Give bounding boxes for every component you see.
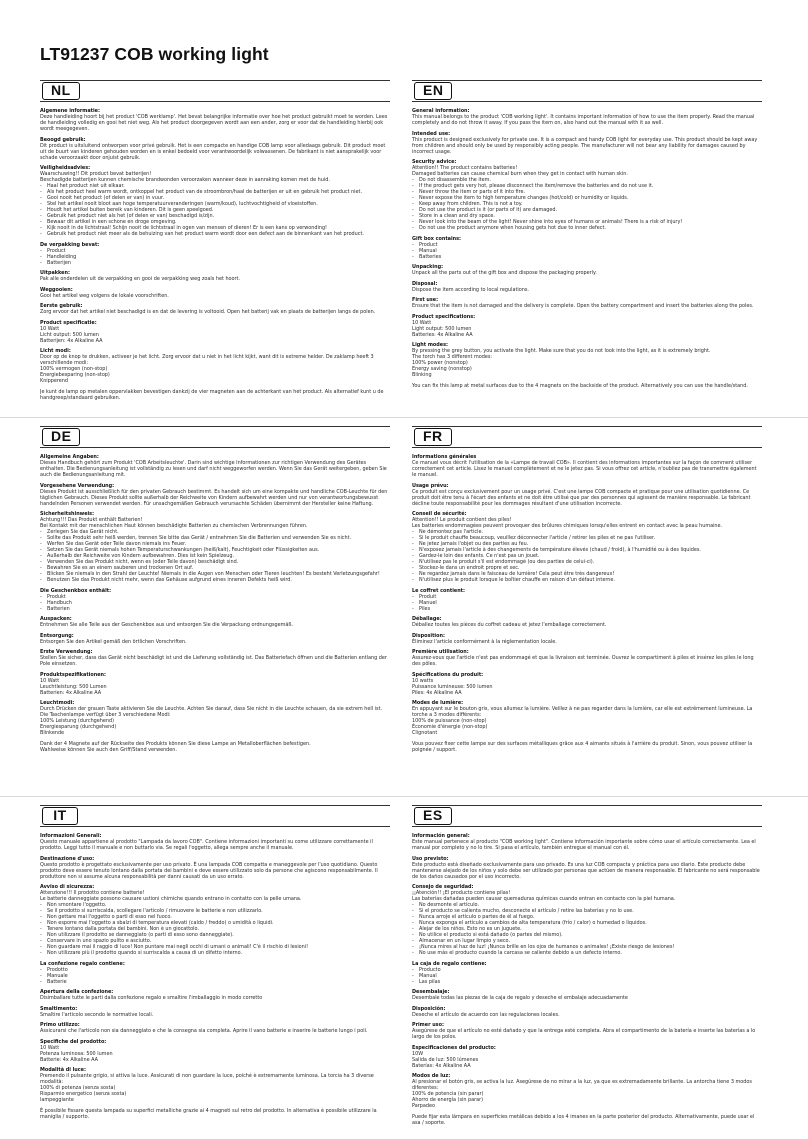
list-item: - Prodotto (40, 967, 390, 973)
block-heading: Smaltimento: (40, 1005, 78, 1012)
text-block (40, 270, 390, 282)
list-item: - Batterijen (40, 260, 390, 266)
list-item: - Never look into the beam of the light! Never shine into eyes of humans or animals! There is a risk of injury! (412, 219, 762, 225)
list-item: - Batterie (40, 979, 390, 985)
block-heading: Unpacking: (412, 264, 444, 270)
list-item: - Kijk nooit in de lichtstraal! Schijn nooit de lichtstraal in ogen van mensen of dieren! Er is een kans op verwonding! (40, 225, 390, 231)
text-block (412, 1045, 762, 1069)
section-fr (412, 426, 762, 781)
text-block (412, 1006, 762, 1018)
text-block (412, 131, 762, 155)
text-block (40, 108, 390, 132)
section-nl (40, 80, 390, 435)
list-item: - Blicken Sie niemals in den Strahl der Leuchte! Niemals in die Augen von Menschen oder Tieren leuchten! Es besteht Verletzungsgefahr! (40, 571, 390, 577)
list-item: - No utilice el producto si está dañado (o partes del mismo). (412, 932, 762, 938)
block-paragraph: Ensure that the item is not damaged and the delivery is complete. Open the battery compartment and insert the batteries along the poles. (412, 303, 754, 309)
list-item: - Product (40, 248, 390, 254)
block-paragraph: 10 Watt Light output: 500 lumen Batteries: 4x Alkaline AA (412, 319, 473, 338)
block-paragraph: ¡¡Atención!! ¡El producto contiene pilas! (412, 890, 511, 896)
block-paragraph: Attenzione!!! Il prodotto contiene batterie! (40, 890, 145, 896)
block-paragraph: Premendo il pulsante grigio, si attiva la luce. Assicurati di non guardare la luce, poiché è estremamente luminosa. La torcia ha 3 diverse modalità: 100% di potenza (senza sosta) Risparmio energetico (senza sosta) lampeggiante (40, 1073, 374, 1103)
block-heading: Produktspezifikationen: (40, 671, 106, 678)
list-item: - Bewaar dit artikel in een schone en droge omgeving. (40, 219, 390, 225)
list-item: - Non utilizzare più il prodotto quando si surriscalda a causa di un difetto interno. (40, 950, 390, 956)
block-heading: Modes de lumière: (412, 700, 464, 706)
language-header (40, 80, 390, 102)
language-header (412, 426, 762, 448)
text-block (412, 649, 762, 667)
list-item: - Ne regardez jamais dans le faisceau de lumière! Cela peut être très dangereux! (412, 571, 762, 577)
list-item: - No desmonte el artículo. (412, 902, 762, 908)
block-paragraph: Bei Kontakt mit der menschlichen Haut können beschädigte Batterien zu chemischen Verbrennungen führen. (40, 523, 308, 529)
block-heading: Déballage: (412, 616, 442, 622)
section-de (40, 426, 390, 781)
block-heading: Disposición: (412, 1005, 446, 1012)
block-paragraph: Achtung!!! Das Produkt enthält Batterien! (40, 517, 143, 523)
text-block (412, 264, 762, 276)
block-paragraph: Unpack all the parts out of the gift box and dispose the packaging properly. (412, 270, 597, 276)
block-heading: Première utilisation: (412, 649, 469, 655)
document-title: LT91237 COB working light (40, 44, 269, 64)
list-item: - Zerlegen Sie das Gerät nicht. (40, 529, 390, 535)
list-item: - ¡Nunca mires al haz de luz! ¡Nunca brille en los ojos de humanos o animales! ¡Existe riesgo de lesiones! (412, 944, 762, 950)
block-heading: General information: (412, 108, 470, 114)
list-item: - Produkt (40, 594, 390, 600)
list-item: - Stel het artikel nooit bloot aan hoge temperatuurveranderingen (warm/koud), luchtvochtigheid of vloeistoffen. (40, 201, 390, 207)
list-item: - Ne démontez pas l'article. (412, 529, 762, 535)
text-block (40, 616, 390, 628)
text-block (40, 1067, 390, 1103)
language-badge: DE (42, 428, 80, 446)
list-item: - Manual (412, 248, 762, 254)
list-item: - Houdt het artikel buiten bereik van kinderen. Dit is geen speelgoed. (40, 207, 390, 213)
block-paragraph: Zorg ervoor dat het artikel niet beschadigd is en dat de levering is voltooid. Open het batterij vak en plaats de batterijen langs de polen. (40, 309, 376, 315)
block-heading: Leuchtmodi: (40, 700, 75, 706)
block-heading: La confezione regalo contiene: (40, 960, 125, 967)
list-item: - Stockez-le dans un endroit propre et sec. (412, 565, 762, 571)
block-paragraph: Damaged batteries can cause chemical burn when they get in contact with human skin. (412, 171, 628, 177)
text-block (412, 961, 762, 985)
list-item: - Alejar de los niños. Esto no es un juguete. (412, 926, 762, 932)
block-paragraph: Al presionar el botón gris, se activa la luz. Asegúrese de no mirar a la luz, ya que es extremadamente brillante. La antorcha tiene 3 modos diferentes: 100% de potencia (sin parar) Ahorro de energía (sin parar) Parpadeo (412, 1079, 752, 1109)
text-block (412, 483, 762, 507)
block-heading: Weggooien: (40, 286, 73, 293)
block-paragraph: Este manual pertenece al producto "COB working light". Contiene información importante sobre cómo usar el artículo correctamente. Lea el manual por completo y no lo tire. Si pasa el artículo, también entregue el manual con él. (412, 839, 756, 851)
block-heading: De verpakking bevat: (40, 241, 100, 248)
block-paragraph: Les batteries endommagées peuvent provoquer des brûlures chimiques lorsqu'elles entrent en contact avec la peau humaine. (412, 523, 723, 529)
text-block (412, 741, 762, 753)
text-block (412, 856, 762, 880)
block-paragraph: Dispose the item according to local regulations. (412, 286, 529, 293)
block-paragraph: Questo manuale appartiene al prodotto "Lampada da lavoro COB". Contiene informazioni importanti su come utilizzare correttamente il prodotto. Leggi tutto il manuale e non buttarlo via. Se regali l'oggetto, allega sempre anche il manuale. (40, 839, 373, 851)
block-paragraph: Smaltire l'articolo secondo le normative locali. (40, 1011, 154, 1018)
block-heading: Información general: (412, 833, 470, 839)
list-item: - Piles (412, 606, 762, 612)
block-paragraph: Assicurarsi che l'articolo non sia danneggiato e che la consegna sia completa. Aprire il vano batterie e inserire le batterie lungo i poli. (40, 1028, 368, 1034)
text-block (40, 672, 390, 696)
text-block (412, 511, 762, 583)
block-paragraph: 10W Salida de luz: 500 lúmenes Baterías: 4x Alkaline AA (412, 1050, 479, 1069)
block-paragraph: Attention!! The product contains batteries! (412, 165, 518, 171)
language-header (412, 805, 762, 827)
block-heading: Specifiche del prodotto: (40, 1038, 107, 1045)
text-block (40, 961, 390, 985)
text-block (40, 741, 390, 753)
block-paragraph: È possibile fissare questa lampada su superfici metalliche grazie ai 4 magneti sul retro del prodotto. In alternativa è possibile utilizzare la maniglia / supporto. (40, 1107, 377, 1120)
block-paragraph: Je kunt de lamp op metalen oppervlakken bevestigen dankzij de vier magneten aan de achterkant van het product. Als alternatief kunt u de handgreep/standaard gebruiken. (40, 388, 384, 401)
text-block (40, 856, 390, 880)
block-heading: Especificaciones del producto: (412, 1044, 496, 1051)
list-item: - Bewahren Sie es an einem sauberen und trockenen Ort auf. (40, 565, 390, 571)
block-paragraph: You can fix this lamp at metal surfaces due to the 4 magnets on the backside of the product. Alternatively you can use the handle/stand. (412, 382, 748, 389)
block-paragraph: Ce manuel vous décrit l'utilisation de la «Lampe de travail COB». Il contient des informations importantes sur la façon de comment utiliser correctement cet article. Lisez le manuel complètement et ne le jetez pas. Si vous offrez cet article, n'oubliez pas de transmettre également le manuel. (412, 460, 757, 478)
list-item: - Product (412, 242, 762, 248)
text-block (40, 454, 390, 478)
block-paragraph: 10 Watt Licht output: 500 lumen Batterijen: 4x Alkaline AA (40, 325, 103, 344)
text-block (40, 303, 390, 315)
block-paragraph: Deze handleiding hoort bij het product 'COB werklamp'. Het bevat belangrijke informatie over hoe het product gebruikt moet te worden. Lees de handleiding volledig en gooi het niet weg. Als het product doorgegeven wordt aan een ander, zorg er voor dat de handleiding hierbij ook wordt meegegeven. (40, 114, 388, 132)
language-badge: IT (42, 807, 78, 825)
language-badge: FR (414, 428, 452, 446)
list-item: - Produit (412, 594, 762, 600)
list-item: - Gooi nooit het product (of delen er van) in vuur. (40, 195, 390, 201)
block-heading: Vorgesehene Verwendung: (40, 482, 115, 489)
text-block (412, 1114, 762, 1126)
block-paragraph: Dieses Produkt ist ausschließlich für den privaten Gebrauch bestimmt. Es handelt sich um eine kompakte und handliche COB-Leuchte für den täglichen Gebrauch. Dieses Produkt sollte außerhalb der Reichweite von Kindern aufbewahrt werden und nur von verantwortungsbewusst handelnden Personen verwendet werden. Für unsachgemäßen Gebrauch verursachte Schäden übernimmt der Hersteller keine Haftung. (40, 488, 388, 507)
list-item: - Producto (412, 967, 762, 973)
list-item: - Do not use the product is it (or parts of it) are damaged. (412, 207, 762, 213)
block-paragraph: Desembale todas las piezas de la caja de regalo y deseche el embalaje adecuadamente (412, 995, 628, 1001)
block-heading: Licht modi: (40, 348, 71, 354)
list-item: - Gebruik het product niet meer als de behuizing van het product warm wordt door een defect aan de binnenkant van het product. (40, 231, 390, 237)
row-separator (0, 796, 808, 797)
list-item: - Manuale (40, 973, 390, 979)
block-paragraph: Las baterías dañadas pueden causar quemaduras químicas cuando entran en contacto con la piel humana. (412, 896, 676, 902)
text-block (40, 633, 390, 645)
block-heading: Security advice: (412, 159, 457, 165)
language-badge: ES (414, 807, 452, 825)
list-item: - No use más el producto cuando la carcasa se caliente debido a un defecto interno. (412, 950, 762, 956)
block-paragraph: Dieses Handbuch gehört zum Produkt 'COB Arbeitsleuchte'. Darin sind wichtige Informationen zur richtigen Verwendung des Gerätes enthalten. Die Bedienungsanleitung ist vollständig zu lesen und darf nicht weggeworfen werden. Wenn Sie das Gerät weitergeben, geben Sie auch die Bedienungsanleitung mit. (40, 460, 387, 478)
block-heading: Uitpakken: (40, 270, 70, 276)
language-header (40, 426, 390, 448)
list-item: - Handleiding (40, 254, 390, 260)
block-heading: Algemene informatie: (40, 108, 100, 114)
section-it (40, 805, 390, 1139)
block-paragraph: Este producto está diseñado exclusivamente para uso privado. Es una luz COB compacta y práctica para uso diario. Este producto debe mantenerse alejado de los niños y solo debe ser utilizado por personas que actúen de manera responsable. El fabricante no será responsable de los daños causados por el uso incorrecto. (412, 861, 760, 880)
list-item: - Non esporre mai l'oggetto a sbalzi di temperatura elevati (caldo / freddo) o umidità o liquidi. (40, 920, 390, 926)
block-paragraph: Entnehmen Sie alle Teile aus der Geschenkbox aus und entsorgen Sie die Verpackung ordnungsgemäß. (40, 622, 294, 628)
block-paragraph: 10 watts Puissance lumineuse: 500 lumen Piles: 4x Alkaline AA (412, 677, 493, 696)
block-heading: Informazioni Generali: (40, 833, 102, 839)
block-paragraph: Dit product is uitsluitend ontworpen voor privé gebruik. Het is een compacte en handige COB lamp voor alledaags gebruik. Dit product moet uit de buurt van kinderen gehouden worden en is enkel bedoeld voor verantwoordelijk volwassenen. De fabrikant is niet aansprakelijk voor schade veroorzaakt door onjuist gebruik. (40, 142, 386, 161)
text-block (412, 833, 762, 851)
text-block (40, 1006, 390, 1018)
text-block (40, 700, 390, 736)
block-paragraph: Door op de knop te drukken, activeer je het licht. Zorg ervoor dat u niet in het licht kijkt, want dit is extreme helder. De zaklamp heeft 3 verschillende modi: 100% vermogen (non-stop) Energiebesparing (non-stop) Knipperend (40, 354, 374, 384)
block-heading: First use: (412, 297, 439, 303)
text-block (412, 342, 762, 378)
text-block (412, 159, 762, 231)
block-heading: Uso previsto: (412, 855, 449, 862)
block-heading: Eerste gebruik: (40, 303, 83, 309)
text-block (412, 1073, 762, 1109)
section-en (412, 80, 762, 435)
block-paragraph: 10 Watt Leuchtleistung: 500 Lumen Batterien: 4x Alkaline AA (40, 677, 107, 696)
text-block (40, 989, 390, 1001)
block-heading: Spécifications du produit: (412, 671, 484, 678)
text-block (412, 700, 762, 736)
text-block (412, 633, 762, 645)
list-item: - Las pilas (412, 979, 762, 985)
block-paragraph: Assurez-vous que l'article n'est pas endommagé et que la livraison est terminée. Ouvrez le compartiment à piles et insérez les piles le long des pôles. (412, 655, 754, 667)
text-block (412, 1022, 762, 1040)
text-block (412, 236, 762, 260)
block-paragraph: En appuyant sur le bouton gris, vous allumez la lumière. Veillez à ne pas regarder dans la lumière, car elle est extrêmement lumineuse. La torche a 3 modes différents: 100% de puissance (non-stop) Économie d'énergie (non-stop) Clignotant (412, 706, 753, 736)
block-paragraph: Stellen Sie sicher, dass das Gerät nicht beschädigt ist und die Lieferung vollständig ist. Das Batteriefach öffnen und die Batterien entlang der Pole einsetzen. (40, 655, 387, 667)
text-block (412, 281, 762, 293)
text-block (40, 137, 390, 161)
list-item: - Haal het product niet uit elkaar. (40, 183, 390, 189)
text-block (40, 1022, 390, 1034)
block-heading: Die Geschenkbox enthält: (40, 587, 112, 594)
text-block (40, 511, 390, 583)
block-paragraph: Puede fijar esta lámpara en superficies metálicas debido a los 4 imanes en la parte posterior del producto. Alternativamente, puede usar el asa / soporte. (412, 1113, 755, 1126)
list-item: - Sollte das Produkt sehr heiß werden, trennen Sie bitte das Gerät / entnehmen Sie die Batterien und verwenden Sie es nicht. (40, 535, 390, 541)
section-es (412, 805, 762, 1139)
list-item: - Si le produit chauffe beaucoup, veuillez déconnecter l'article / retirer les piles et ne pas l'utiliser. (412, 535, 762, 541)
block-heading: Erste Verwendung: (40, 649, 93, 655)
text-block (40, 287, 390, 299)
block-heading: Veiligheidsadvies: (40, 165, 91, 171)
text-block (40, 320, 390, 344)
list-item: - Manual (412, 973, 762, 979)
block-paragraph: Asegúrese de que el artículo no esté dañado y que la entrega esté completa. Abra el compartimento de la batería e inserte las baterías a lo largo de los polos. (412, 1028, 756, 1040)
text-block (412, 884, 762, 956)
block-heading: Primo utilizzo: (40, 1022, 80, 1028)
block-heading: Modos de luz: (412, 1073, 451, 1079)
block-heading: Beoogd gebruik: (40, 136, 86, 143)
block-paragraph: 10 Watt Potenza luminosa: 500 lumen Batterie: 4x Alkaline AA (40, 1044, 113, 1063)
block-paragraph: This product is designed exclusively for private use. It is a compact and handy COB light for everyday use. This product should be kept away from children and should only be used by responsibly acting people. The manufacturer will not bear any liability for damages caused by incorrect usage. (412, 136, 758, 155)
block-paragraph: Entsorgen Sie den Artikel gemäß den örtlichen Vorschriften. (40, 638, 187, 645)
list-item: - N'utilisez plus le produit lorsque le boîtier chauffe en raison d'un défaut interne. (412, 577, 762, 583)
list-item: - Non utilizzare il prodotto se danneggiato (o parti di esso sono danneggiate). (40, 932, 390, 938)
text-block (40, 483, 390, 507)
list-item: - Never throw the item or parts of it into fire. (412, 189, 762, 195)
list-item: - Non smontare l'oggetto. (40, 902, 390, 908)
text-block (40, 165, 390, 237)
text-block (40, 1108, 390, 1120)
block-paragraph: Durch Drücken der grauen Taste aktivieren Sie die Leuchte. Achten Sie darauf, dass Sie nicht in die Leuchte schauen, da sie extrem hell ist. Die Taschenlampe verfügt über 3 verschiedene Modi: 100% Leistung (durchgehend) Energiesparung (durchgehend) Blinkende (40, 706, 383, 736)
language-header (412, 80, 762, 102)
block-paragraph: Dank der 4 Magnete auf der Rückseite des Produkts können Sie diese Lampe an Metalloberflächen befestigen. Wahlweise können Sie auch den Griff/Stand verwenden. (40, 740, 311, 753)
text-block (412, 989, 762, 1001)
list-item: - Conservare in uno spazio pulito e asciutto. (40, 938, 390, 944)
language-badge: NL (42, 82, 80, 100)
block-paragraph: Questo prodotto è progettato esclusivamente per uso privato. È una lampada COB compatta e maneggevole per l'uso quotidiano. Questo prodotto deve essere tenuto lontano dalla portata dei bambini e deve essere utilizzato solo da persone che agiscono responsabilmente. Il produttore non si assume alcuna responsabilità per danni causati da un uso errato. (40, 861, 378, 880)
block-heading: Apertura della confezione: (40, 989, 114, 995)
block-paragraph: Attention!! Le produit contient des piles! (412, 517, 512, 523)
list-item: - Do not disassemble the item. (412, 177, 762, 183)
list-item: - Als het product heel warm wordt, ontkoppel het product van de stroombron/haal de batterijen er uit en gebruik het product niet. (40, 189, 390, 195)
list-item: - Handbuch (40, 600, 390, 606)
list-item: - Store in a clean and dry space. (412, 213, 762, 219)
block-heading: Informations générales (412, 454, 477, 460)
block-heading: Gift box contains: (412, 235, 461, 242)
list-item: - Gebruik het product niet als het (of delen er van) beschadigd is/zijn. (40, 213, 390, 219)
language-header (40, 805, 390, 827)
text-block (412, 297, 762, 309)
block-paragraph: Deseche el artículo de acuerdo con las regulaciones locales. (412, 1011, 560, 1018)
block-heading: Usage prévu: (412, 482, 449, 489)
text-block (40, 389, 390, 401)
list-item: - N'exposez jamais l'article à des changements de température élevés (chaud / froid), à l'humidité ou à des liquides. (412, 547, 762, 553)
block-paragraph: Pak alle onderdelen uit de verpakking en gooi de verpakking weg zoals het hoort. (40, 276, 241, 282)
block-paragraph: Vous pouvez fixer cette lampe sur des surfaces métalliques grâce aux 4 aimants situés à l'arrière du produit. Sinon, vous pouvez utiliser la poignée / support. (412, 740, 753, 753)
block-paragraph: Gooi het artikel weg volgens de lokale voorschriften. (40, 292, 169, 299)
list-item: - Batterien (40, 606, 390, 612)
block-paragraph: Beschadigde batterijen kunnen chemische brandwonden veroorzaken wanneer deze in aanraking komen met de huid. (40, 177, 330, 183)
block-paragraph: Le batterie danneggiate possono causare ustioni chimiche quando entrano in contatto con la pelle umana. (40, 896, 302, 902)
block-paragraph: Disimballare tutte le parti dalla confezione regalo e smaltire l'imballaggio in modo corretto (40, 995, 263, 1001)
list-item: - Non gettare mai l'oggetto o parti di esso nel fuoco. (40, 914, 390, 920)
block-heading: Avviso di sicurezza: (40, 884, 95, 890)
block-heading: Intended use: (412, 130, 451, 137)
list-item: - Benutzen Sie das Produkt nicht mehr, wenn das Gehäuse aufgrund eines inneren Defekts heiß wird. (40, 577, 390, 583)
block-paragraph: Éliminez l'article conformément à la réglementation locale. (412, 638, 557, 645)
block-paragraph: Déballez toutes les pièces du coffret cadeau et jetez l'emballage correctement. (412, 622, 607, 628)
text-block (412, 588, 762, 612)
block-paragraph: Ce produit est conçu exclusivement pour un usage privé. C'est une lampe COB compacte et pratique pour une utilisation quotidienne. Ce produit doit être tenu à l'écart des enfants et ne doit être utilisé que par des personnes qui agissent de manière responsable. Le fabricant décline toute responsabilité pour les dommages résultant d'une utilisation incorrecte. (412, 488, 751, 507)
block-heading: Le coffret contient: (412, 587, 465, 594)
block-heading: Product specificatie: (40, 319, 97, 326)
block-heading: Auspacken: (40, 616, 72, 622)
list-item: - Never expose the item to high temperature changes (hot/cold) or humidity or liquids. (412, 195, 762, 201)
block-paragraph: By pressing the grey button, you activate the light. Make sure that you do not look into the light, as it is extremely bright. The torch has 3 different modes: 100% power (nonstop) Energy saving (nonstop) Blinking (412, 348, 711, 378)
text-block (40, 1039, 390, 1063)
text-block (40, 833, 390, 851)
list-item: - Nunca exponga el artículo a cambios de alta temperatura (frío / calor) o humedad o líquidos. (412, 920, 762, 926)
text-block (412, 672, 762, 696)
block-paragraph: This manual belongs to the product 'COB working light'. It contains important information of how to use the item properly. Read the manual completely and do not throw it away. If you pass the item on, also hand out the manual with it as well. (412, 114, 755, 126)
block-heading: Disposition: (412, 632, 445, 639)
block-heading: Product specifications: (412, 313, 476, 320)
list-item: - Almacenar en un lugar limpio y seco. (412, 938, 762, 944)
text-block (412, 454, 762, 478)
block-heading: Primer uso: (412, 1022, 444, 1028)
list-item: - N'utilisez pas le produit s'il est endommagé (ou des parties de celui-ci). (412, 559, 762, 565)
language-badge: EN (414, 82, 452, 100)
list-item: - Ne jetez jamais l'objet ou des parties au feu. (412, 541, 762, 547)
text-block (412, 108, 762, 126)
list-item: - Außerhalb der Reichweite von Kindern aufbewahren. Dies ist kein Spielzeug. (40, 553, 390, 559)
list-item: - Tenere lontano dalla portata dei bambini. Non è un giocattolo. (40, 926, 390, 932)
text-block (40, 884, 390, 956)
block-heading: Desembalaje: (412, 989, 450, 995)
text-block (40, 588, 390, 612)
list-item: - Verwenden Sie das Produkt nicht, wenn es (oder Teile davon) beschädigt sind. (40, 559, 390, 565)
list-item: - If the product gets very hot, please disconnect the item/remove the batteries and do not use it. (412, 183, 762, 189)
block-heading: Light modes: (412, 342, 448, 348)
list-item: - Werfen Sie das Gerät oder Teile davon niemals ins Feuer. (40, 541, 390, 547)
list-item: - Gardez-le loin des enfants. Ce n'est pas un jouet. (412, 553, 762, 559)
text-block (412, 383, 762, 389)
block-heading: Sicherheitshinweis: (40, 511, 95, 517)
list-item: - Manuel (412, 600, 762, 606)
list-item: - Non guardare mai il raggio di luce! Non puntare mai negli occhi di umani o animali! C'è il rischio di lesioni! (40, 944, 390, 950)
block-heading: Modalità di luce: (40, 1067, 86, 1073)
block-heading: Destinazione d'uso: (40, 855, 95, 862)
list-item: - Batteries (412, 254, 762, 260)
block-heading: Conseil de sécurité: (412, 511, 467, 517)
list-item: - Se il prodotto si surriscalda, scollegare l'articolo / rimuovere le batterie e non utilizzarlo. (40, 908, 390, 914)
block-heading: Entsorgung: (40, 632, 74, 639)
list-item: - Do not use the product anymore when housing gets hot due to inner defect. (412, 225, 762, 231)
block-heading: Consejo de seguridad: (412, 884, 474, 890)
list-item: - Nunca arroje el artículo o partes de él al fuego. (412, 914, 762, 920)
block-heading: Allgemeine Angaben: (40, 454, 99, 460)
block-heading: Disposal: (412, 280, 438, 287)
list-item: - Setzen Sie das Gerät niemals hohen Temperaturschwankungen (heiß/kalt), Feuchtigkeit oder Flüssigkeiten aus. (40, 547, 390, 553)
text-block (40, 242, 390, 266)
text-block (412, 314, 762, 338)
text-block (412, 616, 762, 628)
block-heading: La caja de regalo contiene: (412, 960, 487, 967)
block-paragraph: Waarschuwing!! Dit product bevat batterijen! (40, 171, 152, 177)
text-block (40, 649, 390, 667)
list-item: - Keep away from children. This is not a toy. (412, 201, 762, 207)
text-block (40, 348, 390, 384)
list-item: - Si el producto se calienta mucho, desconecte el artículo / retire las baterías y no lo use. (412, 908, 762, 914)
